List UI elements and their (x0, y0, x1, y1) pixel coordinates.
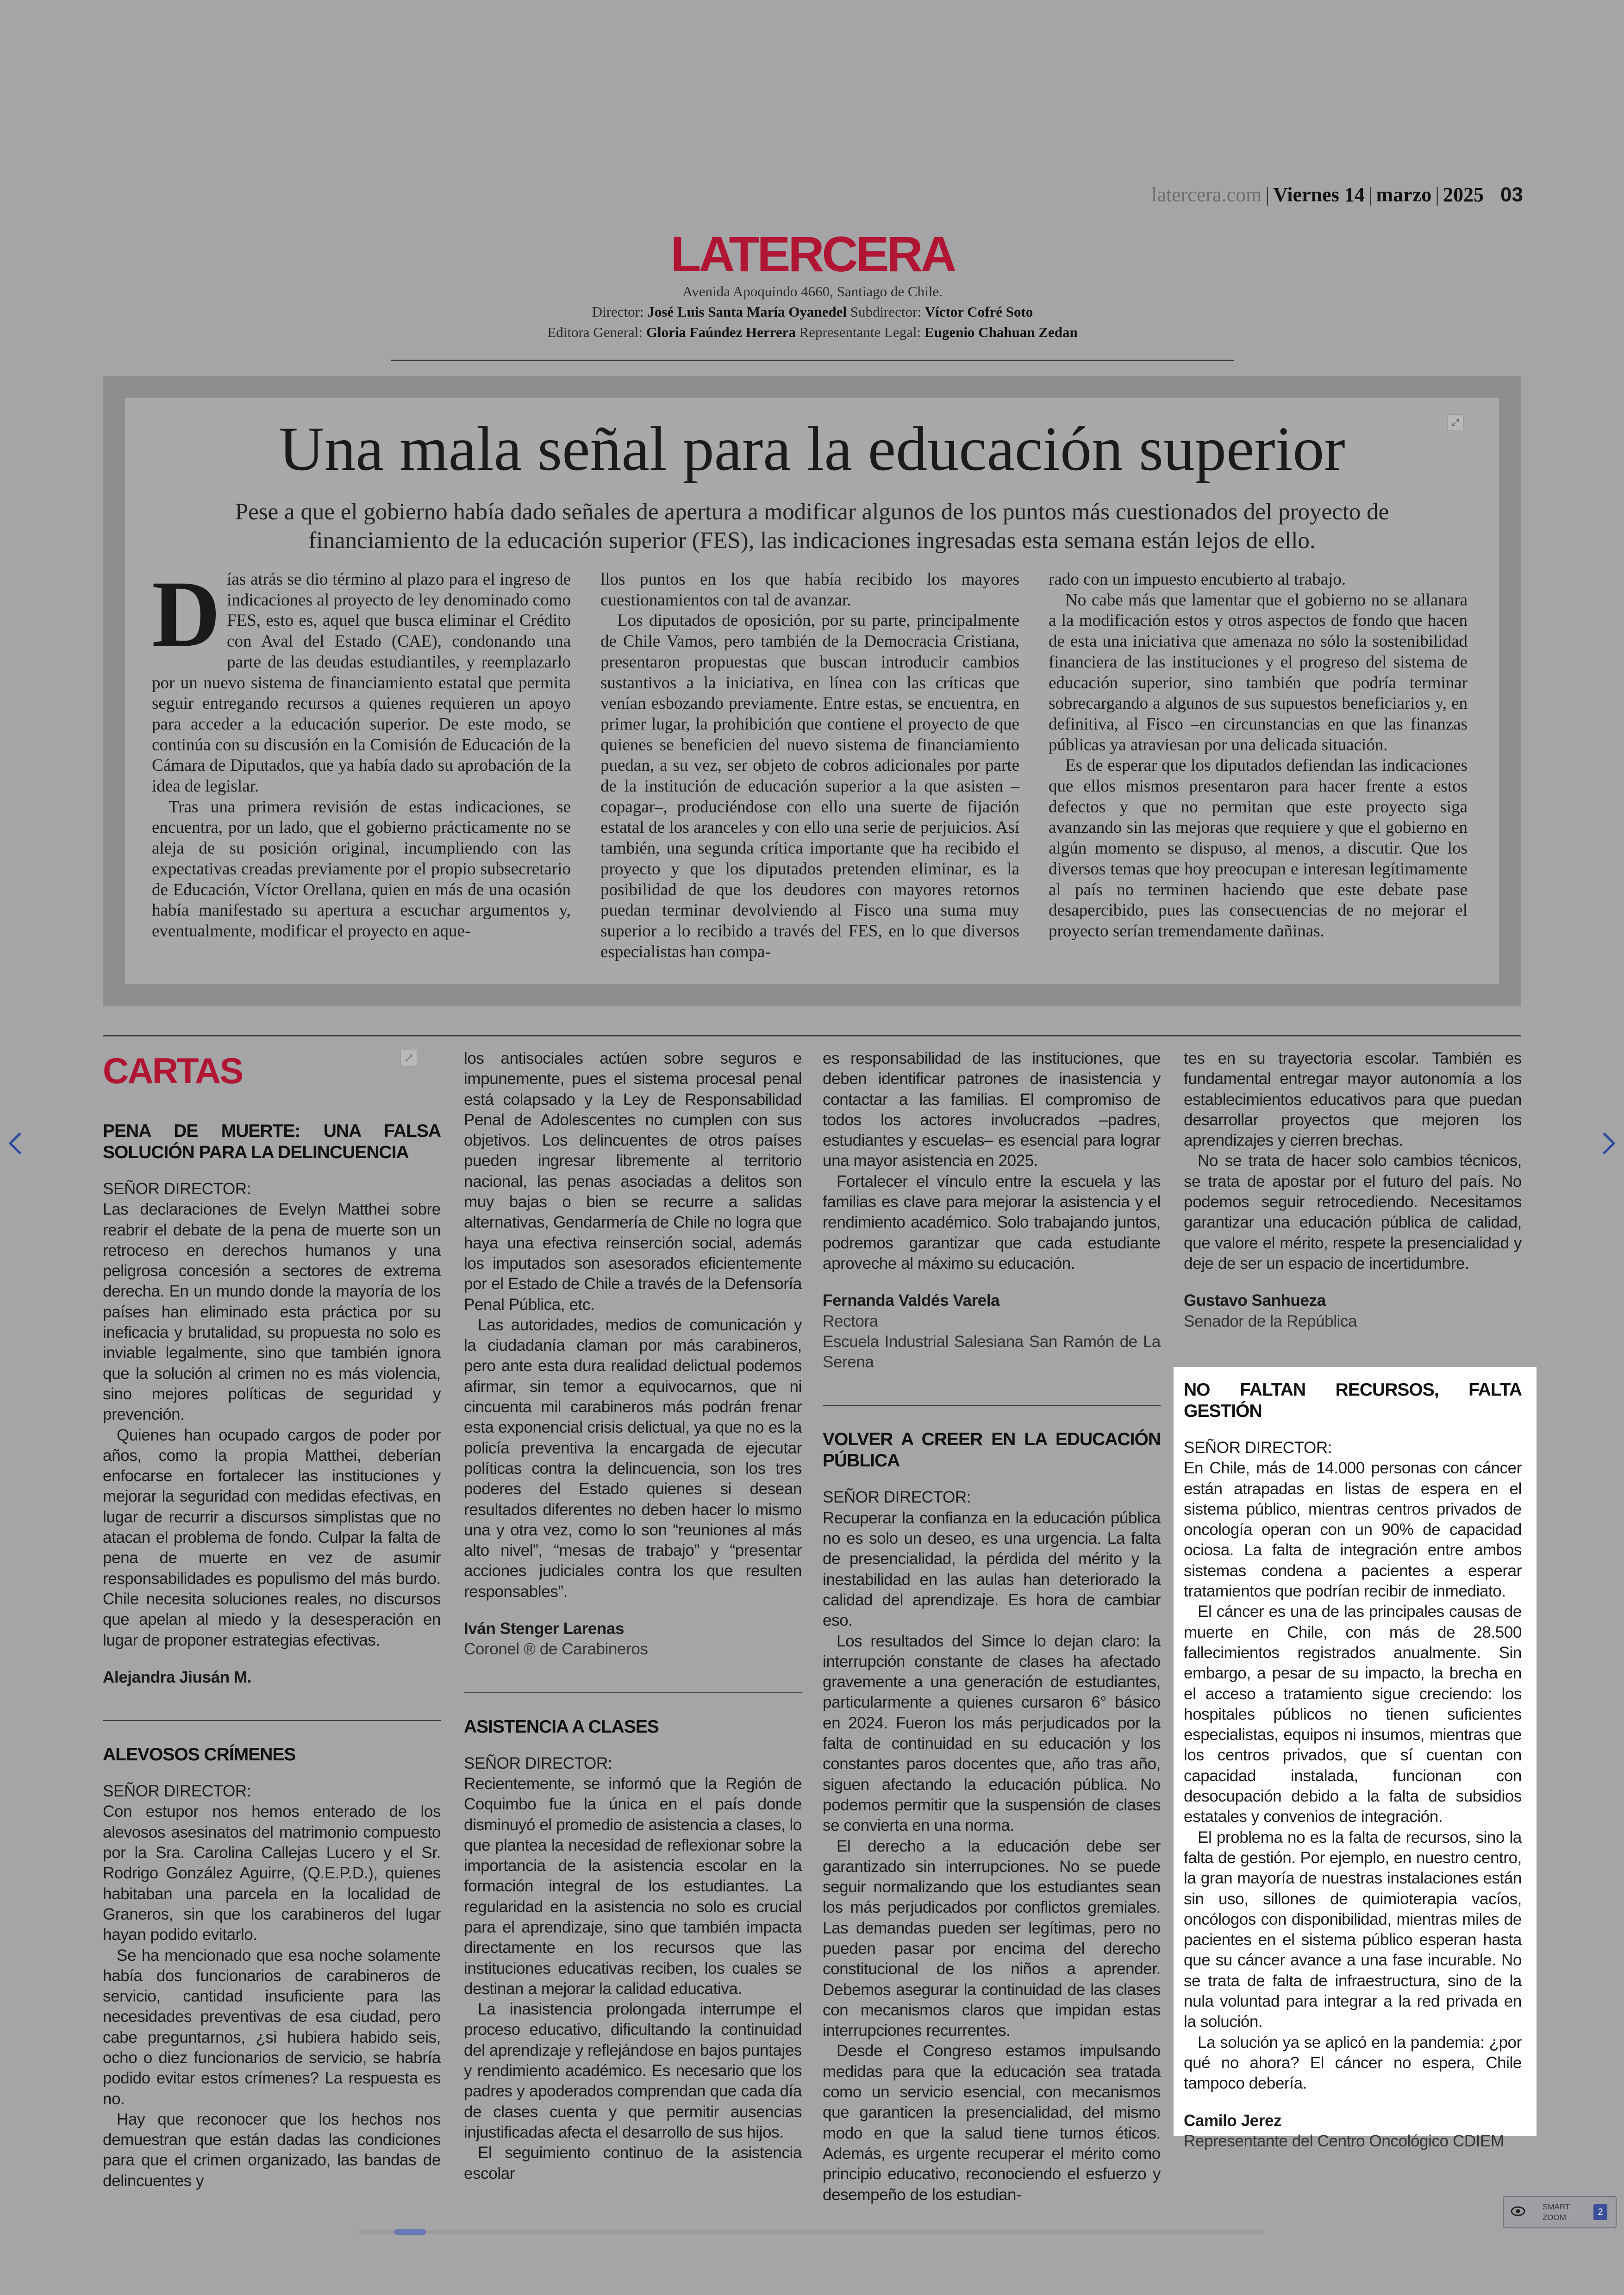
page-scrollbar[interactable] (359, 2230, 1266, 2234)
next-page-button[interactable] (1601, 1129, 1618, 1164)
masthead-address: Avenida Apoquindo 4660, Santiago de Chile. (682, 283, 943, 299)
folio-page-number: 03 (1500, 183, 1523, 206)
letter-paragraph: En Chile, más de 14.000 personas con cáncer están atrapadas en listas de espera en el sistema público, mientras centros privados de oncología operan con un 90% de capacidad ociosa. La falta de integración entre ambos sistemas condena a pacientes a esperar tratamientos que podrían recibir de inmediato. (1184, 1459, 1522, 1601)
previous-page-button[interactable] (6, 1129, 23, 1164)
letter-signature: Camilo Jerez (1184, 2111, 1282, 2130)
letter-signature: Alejandra Jiusán M. (103, 1668, 252, 1686)
cartas-column-3 (823, 1048, 1161, 2205)
page-scrollbar-thumb[interactable] (394, 2229, 426, 2235)
letter-paragraph: El cáncer es una de las principales causas de muerte en Chile, con más de 28.500 fallecimientos registrados anualmente. Sin embargo, a pesar de su impacto, la brecha en el acceso a tratamiento sigue creciendo: los hospitales públicos no tienen suficientes especialistas, equipos ni insumos, mientras que los centros privados, que sí cuentan con capacidad instalada, funcionan con desocupación debido a la falta de subsidios estatales y convenios de integración. (1184, 1603, 1522, 1826)
editorial-paragraph: rado con un impuesto encubierto al trabajo. (1049, 570, 1346, 589)
letter-paragraph: es responsabilidad de las instituciones, que deben identificar patrones de inasistencia y contactar a las familias. El compromiso de todos los actores involucrados –padres, estudiantes y escuelas– es esencial para lograr una mayor asistencia en 2025. (823, 1049, 1161, 1170)
smart-zoom-label: SMART ZOOM (1543, 2202, 1570, 2222)
letter-signature-role: Representante del Centro Oncológico CDIEM (1184, 2132, 1504, 2150)
masthead-editors: Editora General: Gloria Faúndez Herrera Representante Legal: Eugenio Chahuan Zedan (547, 324, 1078, 340)
smart-zoom-button[interactable] (1503, 2196, 1617, 2228)
letter-paragraph: Con estupor nos hemos enterado de los alevosos asesinatos del matrimonio compuesto por la Sra. Carolina Callejas Lucero y el Sr. Rodrigo González Aguirre, (Q.E.P.D.), quienes habitaban una parcela en la localidad de Graneros, sin que los carabineros del lugar hayan podido evitarlo. (103, 1802, 441, 1944)
letter-signature: Fernanda Valdés Varela (823, 1291, 1000, 1310)
folio-year: 2025 (1443, 183, 1484, 206)
letter-paragraph: Recientemente, se informó que la Región de Coquimbo fue la única en el país donde disminuyó el promedio de asistencia a clases, lo que plantea la necesidad de reflexionar sobre la importancia de la asistencia escolar en la formación integral de los estudiantes. La regularidad en la asistencia no solo es crucial para el aprendizaje, sino que también impacta directamente en los recursos que las instituciones educativas reciben, los cuales se destinan a mejorar la calidad educativa. (464, 1774, 802, 1998)
editorial-paragraph: Es de esperar que los diputados defiendan las indicaciones que ellos mismos presentaron para hacer frente a estos defectos y que no permitan que este proyecto siga avanzando sin las mejoras que requiere y que el gobierno en algún momento se dispuso, al menos, a discutir. Que los diversos temas que hoy preocupan e interesan legítimamente al país no terminen haciendo que este debate pase desapercibido, pues las consecuencias de no mejorar el proyecto serían tremendamente dañinas. (1049, 756, 1468, 941)
letter-salutation: SEÑOR DIRECTOR: (464, 1754, 612, 1772)
section-title-cartas: CARTAS (103, 1050, 243, 1091)
letter-divider (103, 1720, 441, 1721)
letter-headline: ASISTENCIA A CLASES (464, 1716, 659, 1737)
letter-headline: ALEVOSOS CRÍMENES (103, 1745, 296, 1765)
highlighted-letter (1184, 1379, 1522, 2152)
letter-paragraph: Los resultados del Simce lo dejan claro: la interrupción constante de clases ha afectado gravemente a una generación de estudiantes, particularmente a quienes cursaron 6° básico en 2024. Fueron los más perjudicados por la falta de continuidad en su educación y los constantes paros docentes que, año tras año, siguen afectando la educación pública. No podemos permitir que la suspensión de clases se convierta en una norma. (823, 1632, 1161, 1835)
editorial-paragraph: No cabe más que lamentar que el gobierno no se allanara a la modificación estos y otros aspectos de fondo que hacen de esta una iniciativa que amenaza no sólo la sostenibilidad financiera de las instituciones y el progreso del sistema de educación superior, sino también que podría terminar sobrecargando a algunos de sus supuestos beneficiarios y, en definitiva, al Fisco –en circunstancias en que las finanzas públicas ya atraviesan por una delicada situación. (1049, 590, 1468, 755)
letter-headline: PENA DE MUERTE: UNA FALSA SOLUCIÓN PARA LA DELINCUENCIA (103, 1121, 441, 1162)
letter-signature: Gustavo Sanhueza (1184, 1291, 1326, 1310)
section-rule (103, 1035, 1521, 1036)
eye-icon (1510, 2203, 1526, 2223)
editorial-paragraph: Los diputados de oposición, por su parte, principalmente de Chile Vamos, pero también de la Democracia Cristiana, presentaron propuestas que buscan introducir cambios sustantivos a la iniciativa, en línea con las críticas que venían esbozando previamente. Entre estas, se encuentra, en primer lugar, la prohibición que contiene el proyecto de que quienes se beneficien del nuevo sistema de financiamiento puedan, a su vez, ser objeto de cobros adicionales por parte de la institución de educación superior a la que asisten –copagar–, produciéndose con ello una suerte de fijación estatal de los aranceles y con ello una serie de perjuicios. Así también, una segunda crítica importante que ha recibido el proyecto y que los diputados pretenden eliminar, es la posibilidad de que los deudores con mayores retornos puedan terminar devolviendo al Fisco una suma muy superior a lo recibido a través del FES, en lo que diversos especialistas han compa- (600, 611, 1019, 961)
masthead-directors: Director: José Luis Santa María Oyanedel Subdirector: Víctor Cofré Soto (592, 304, 1033, 320)
letter-divider (823, 1405, 1161, 1406)
editorial-title: Una mala señal para la educación superior (279, 414, 1345, 484)
letter-paragraph: Las declaraciones de Evelyn Matthei sobre reabrir el debate de la pena de muerte son un retroceso en derechos humanos y una peligrosa concesión a sectores de extrema derecha. En un mundo donde la mayoría de los países han eliminado esta práctica por su ineficacia y brutalidad, su propuesta no solo es inviable legalmente, sino que también ignora que la solución al crimen no es más violencia, sino mejores políticas de seguridad y prevención. (103, 1200, 441, 1424)
folio-month: marzo (1376, 183, 1432, 206)
letter-salutation: SEÑOR DIRECTOR: (103, 1180, 251, 1198)
letter-salutation: SEÑOR DIRECTOR: (103, 1782, 251, 1801)
masthead-rule (391, 360, 1234, 361)
letter-salutation: SEÑOR DIRECTOR: (823, 1488, 971, 1507)
newspaper-logo: LATERCERA (670, 226, 955, 282)
cartas-column-2 (464, 1048, 802, 2184)
letter-headline: VOLVER A CREER EN LA EDUCACIÓN PÚBLICA (823, 1429, 1161, 1471)
letter-signature: Iván Stenger Larenas (464, 1620, 625, 1638)
editorial-paragraph: Tras una primera revisión de estas indicaciones, se encuentra, por un lado, que el gobierno prácticamente no se aleja de su posición original, incumpliendo con las expectativas creadas previamente por el propio subsecretario de Educación, Víctor Orellana, quien en más de una ocasión había manifestado su apertura a escuchar argumentos y, eventualmente, modificar el proyecto en aque- (152, 797, 571, 941)
letter-paragraph: los antisociales actúen sobre seguros e impunemente, pues el sistema procesal penal está colapsado y la Ley de Responsabilidad Penal de Adolescentes no cumplen con sus objetivos. Los delincuentes de otros países pueden ingresar libremente al territorio nacional, las penas asociadas a delitos son muy bajas o bien se recurre a salidas alternativas, Gendarmería de Chile no logra que haya una efectiva reinserción social, además los imputados son asesorados eficientemente por el Estado de Chile a través de la Defensoría Penal Pública, etc. (464, 1049, 802, 1314)
page-folio: latercera.com | Viernes 14 | marzo | 2025 03 (1151, 183, 1523, 206)
letter-paragraph: La inasistencia prolongada interrumpe el proceso educativo, dificultando la continuidad del aprendizaje y reflejándose en bajos puntajes y rendimiento académico. Es necesario que los padres y apoderados comprendan que cada día de clases cuenta y que permitir ausencias injustificadas afecta el desarrollo de sus hijos. (464, 2000, 802, 2141)
letter-paragraph: El derecho a la educación debe ser garantizado sin interrupciones. No se puede seguir normalizando que los estudiantes sean los más perjudicados por conflictos gremiales. Las demandas pueden ser legítimas, pero no pueden pasar por encima del derecho constitucional de los niños a aprender. Debemos asegurar la continuidad de las clases con mecanismos claros que impidan estas interrupciones recurrentes. (823, 1837, 1161, 2040)
folio-day: Viernes 14 (1273, 183, 1365, 206)
editorial-paragraph: llos puntos en los que había recibido los mayores cuestionamientos con tal de avanzar. (600, 570, 1019, 610)
letter-signature-institution: Escuela Industrial Salesiana San Ramón de La Serena (823, 1332, 1161, 1372)
letter-paragraph: Fortalecer el vínculo entre la escuela y las familias es clave para mejorar la asistencia y el rendimiento académico. Solo trabajando juntos, podremos garantizar que cada estudiante aproveche al máximo su educación. (823, 1172, 1161, 1272)
letter-paragraph: El problema no es la falta de recursos, sino la falta de gestión. Por ejemplo, en nuestro centro, la gran mayoría de nuestras instalaciones están sin uso, sillones de quimioterapia vacíos, oncólogos con disponibilidad, mientras miles de pacientes en el sistema público esperan hasta que su cáncer avance a una fase incurable. No se trata de falta de infraestructura, sino de la nula voluntad para integrar a la red privada en la solución. (1184, 1828, 1522, 2031)
masthead (509, 227, 1116, 343)
zoom-article-icon[interactable]: ⤢ (1447, 414, 1464, 431)
editorial-column-3 (1049, 569, 1468, 942)
editorial-paragraph: ías atrás se dio término al plazo para el ingreso de indicaciones al proyecto de ley denominado como FES, esto es, aquel que busca eliminar el Crédito con Aval del Estado (CAE), condonando una parte de las deudas estudiantiles, y reemplazarlo por un nuevo sistema de financiamiento estatal que permita seguir entregando recursos a quienes requieren un apoyo para acceder a la educación superior. De este modo, se continúa con su discusión en la Comisión de Educación de la Cámara de Diputados, que ya había dado su aprobación de la idea de legislar. (152, 570, 571, 796)
letter-paragraph: Las autoridades, medios de comunicación y la ciudadanía claman por más carabineros, pero ante esta dura realidad delictual podemos afirmar, sin temor a equivocarnos, que ni cincuenta mil carabineros más podrán frenar esta exponencial crisis delictual, ya que no es la policía preventiva la encargada de ejecutar políticas contra la delincuencia, son los tres poderes del Estado quienes si desean resultados diferentes no deben hacer lo mismo una y otra vez, como lo son “reuniones al más alto nivel”, “mesas de trabajo” y “presentar acciones judiciales contra los que resulten responsables”. (464, 1316, 802, 1601)
editorial-deck: Pese a que el gobierno había dado señales de apertura a modificar algunos de los puntos más cuestionados del proyecto de financiamiento de la educación superior (FES), las indicaciones ingresadas esta semana están lejos de ello. (235, 499, 1389, 554)
letter-paragraph: Quienes han ocupado cargos de poder por años, como la propia Matthei, deberían enfocarse en fortalecer las instituciones y mejorar la seguridad con medidas efectivas, en lugar de recurrir a discursos simplistas que no atacan el problema de fondo. Culpar la falta de pena de muerte en vez de asumir responsabilidades es populismo del más burdo. Chile necesita soluciones reales, no discursos que apelan al miedo y la desesperación en lugar de proponer estrategias efectivas. (103, 1426, 441, 1649)
cartas-column-1 (103, 1048, 441, 2191)
chevron-right-icon (1601, 1129, 1618, 1157)
letter-paragraph: No se trata de hacer solo cambios técnicos, se trata de apostar por el futuro del país. No podemos seguir retrocediendo. Necesitamos garantizar una educación pública de calidad, que valore el mérito, respete la presencialidad y deje de ser un espacio de incertidumbre. (1184, 1152, 1522, 1272)
letter-signature-role: Coronel ® de Carabineros (464, 1640, 648, 1659)
letter-headline: NO FALTAN RECURSOS, FALTA GESTIÓN (1184, 1380, 1522, 1421)
cartas-column-4 (1184, 1048, 1522, 1332)
letter-paragraph: La solución ya se aplicó en la pandemia: ¿por qué no ahora? El cáncer no espera, Chile tampoco debería. (1184, 2033, 1522, 2093)
letter-paragraph: Se ha mencionado que esa noche solamente había dos funcionarios de carabineros de servicio, cantidad insuficiente para las necesidades preventivas de esa ciudad, pero cabe preguntarnos, ¿si hubiera habido seis, ocho o diez funcionarios de servicio, se habría podido evitar estos crímenes? La respuesta es no. (103, 1946, 441, 2108)
drop-cap: D (152, 561, 221, 667)
letter-paragraph: El seguimiento continuo de la asistencia escolar (464, 2144, 802, 2183)
letter-paragraph: tes en su trayectoria escolar. También es fundamental entregar mayor autonomía a los establecimientos educativos para que puedan desarrollar proyectos que mejoren los aprendizajes y cierren brechas. (1184, 1049, 1522, 1150)
letter-paragraph: Desde el Congreso estamos impulsando medidas para que la educación sea tratada como un servicio esencial, con mecanismos que garanticen la presencialidad, del mismo modo en que la salud tiene turnos éticos. Además, es urgente recuperar el mérito como principio educativo, reconociendo el esfuerzo y desempeño de los estudian- (823, 2042, 1161, 2204)
chevron-left-icon (6, 1129, 23, 1157)
letter-divider (464, 1692, 802, 1693)
letter-salutation: SEÑOR DIRECTOR: (1184, 1439, 1332, 1457)
letter-signature-role: Senador de la República (1184, 1312, 1357, 1330)
folio-site: latercera.com (1151, 183, 1262, 206)
editorial-column-2 (600, 569, 1019, 962)
letter-paragraph: Hay que reconocer que los hechos nos demuestran que están dadas las condiciones para que el crimen organizado, las bandas de delincuentes y (103, 2110, 441, 2190)
letter-paragraph: Recuperar la confianza en la educación pública no es solo un deseo, es una urgencia. La falta de presencialidad, la pérdida del mérito y la inestabilidad en las aulas han deteriorado la calidad del aprendizaje. Es hora de cambiar eso. (823, 1509, 1161, 1630)
zoom-cartas-icon[interactable]: ⤢ (400, 1050, 417, 1066)
smart-zoom-badge: 2 (1593, 2204, 1607, 2220)
letter-signature-role: Rectora (823, 1312, 878, 1330)
editorial-column-1 (152, 561, 571, 942)
